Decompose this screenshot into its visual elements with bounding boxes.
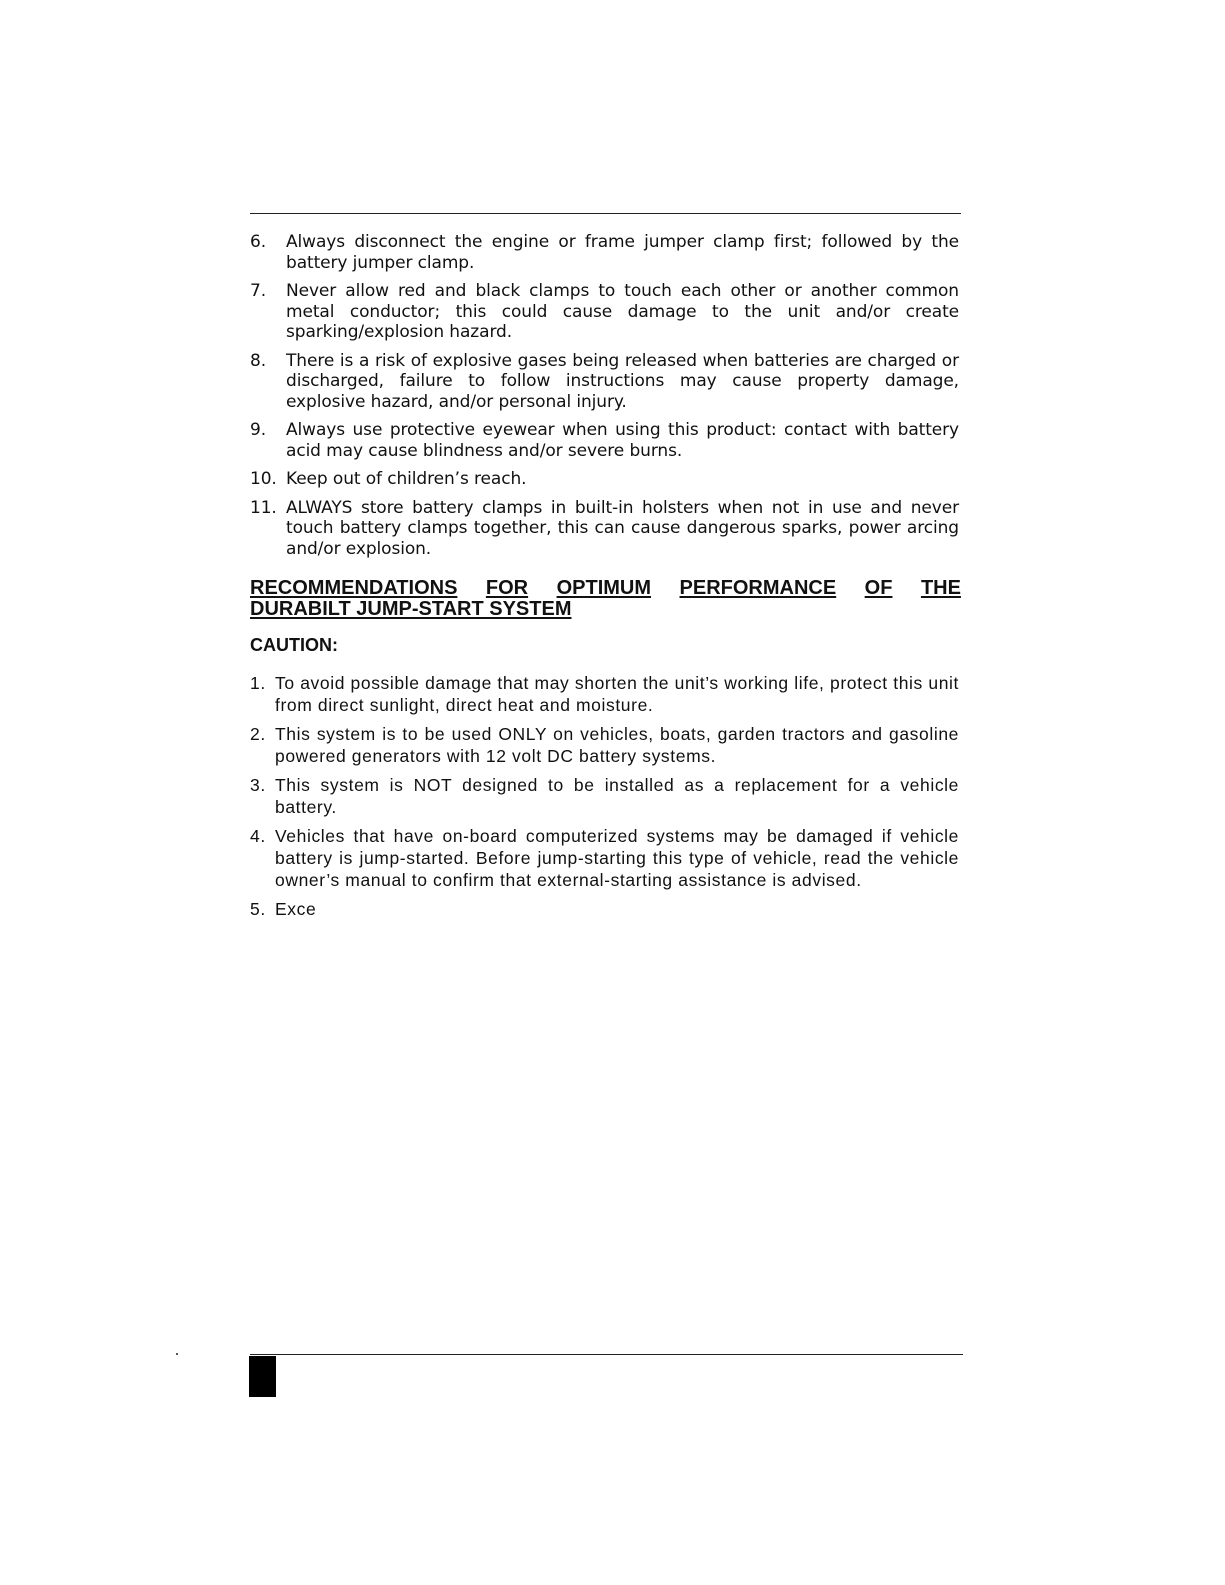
item-text: ALWAYS store battery clamps in built-in holsters when not in use and never touch battery clamps together, this can cause dangerous sparks, power arcing and/or explosion. [286,497,959,559]
list-item [250,281,959,343]
item-number: 6. [250,232,267,252]
safety-warnings-list [250,232,959,567]
list-item [250,672,959,716]
item-number: 10. [250,469,277,489]
item-number: 1. [250,673,266,693]
caution-list [250,672,959,927]
item-text: To avoid possible damage that may shorten the unit’s working life, protect this unit from direct sunlight, direct heat and moisture. [275,673,959,715]
item-text: Always disconnect the engine or frame jumper clamp first; followed by the battery jumper clamp. [286,232,959,273]
item-text: There is a risk of explosive gases being released when batteries are charged or discharged, failure to follow instructions may cause property damage, explosive hazard, and/or personal injury. [286,350,959,412]
item-number: 4. [250,826,266,846]
list-item [250,723,959,767]
item-text: Never allow red and black clamps to touch each other or another common metal conductor; this could cause damage to the unit and/or create sparking/explosion hazard. [286,281,959,342]
heading-word: OF [864,577,893,599]
page-edge-tab [249,1356,276,1397]
list-item [250,351,959,413]
item-number: 7. [250,281,267,301]
heading-word: PERFORMANCE [679,577,837,599]
list-item [250,469,959,490]
list-item [250,774,959,818]
item-number: 11. [250,497,277,518]
list-item [250,420,959,461]
item-text: Exce [275,899,317,919]
item-text: Vehicles that have on-board computerized systems may be damaged if vehicle battery is jump-started. Before jump-starting this type of vehicle, read the vehicle owner’s manual to confirm that external-starting assistance is advised. [275,826,959,890]
item-text: Keep out of children’s reach. [286,469,527,489]
item-text: Always use protective eyewear when using this product: contact with battery acid may cause blindness and/or severe burns. [286,420,959,461]
bottom-divider [250,1354,963,1355]
top-divider [250,213,961,214]
recommendations-heading-line1 [250,578,961,599]
list-item [250,232,959,273]
recommendations-heading [250,578,961,620]
item-text: This system is to be used ONLY on vehicles, boats, garden tractors and gasoline powered generators with 12 volt DC battery systems. [275,724,959,766]
item-number: 9. [250,420,267,440]
item-number: 3. [250,775,266,795]
list-item [250,498,959,560]
heading-word: OPTIMUM [556,577,652,599]
item-text: This system is NOT designed to be installed as a replacement for a vehicle battery. [275,775,959,817]
item-number: 5. [250,899,266,919]
heading-word: THE [920,577,961,599]
heading-word: RECOMMENDATIONS [250,577,458,599]
item-number: 8. [250,350,267,371]
list-item [250,898,959,920]
scan-dot [176,1353,178,1355]
list-item [250,825,959,891]
recommendations-heading-line2: DURABILT JUMP-START SYSTEM [250,598,572,620]
caution-label: CAUTION: [250,635,338,655]
item-number: 2. [250,724,266,744]
heading-word: FOR [485,577,529,599]
